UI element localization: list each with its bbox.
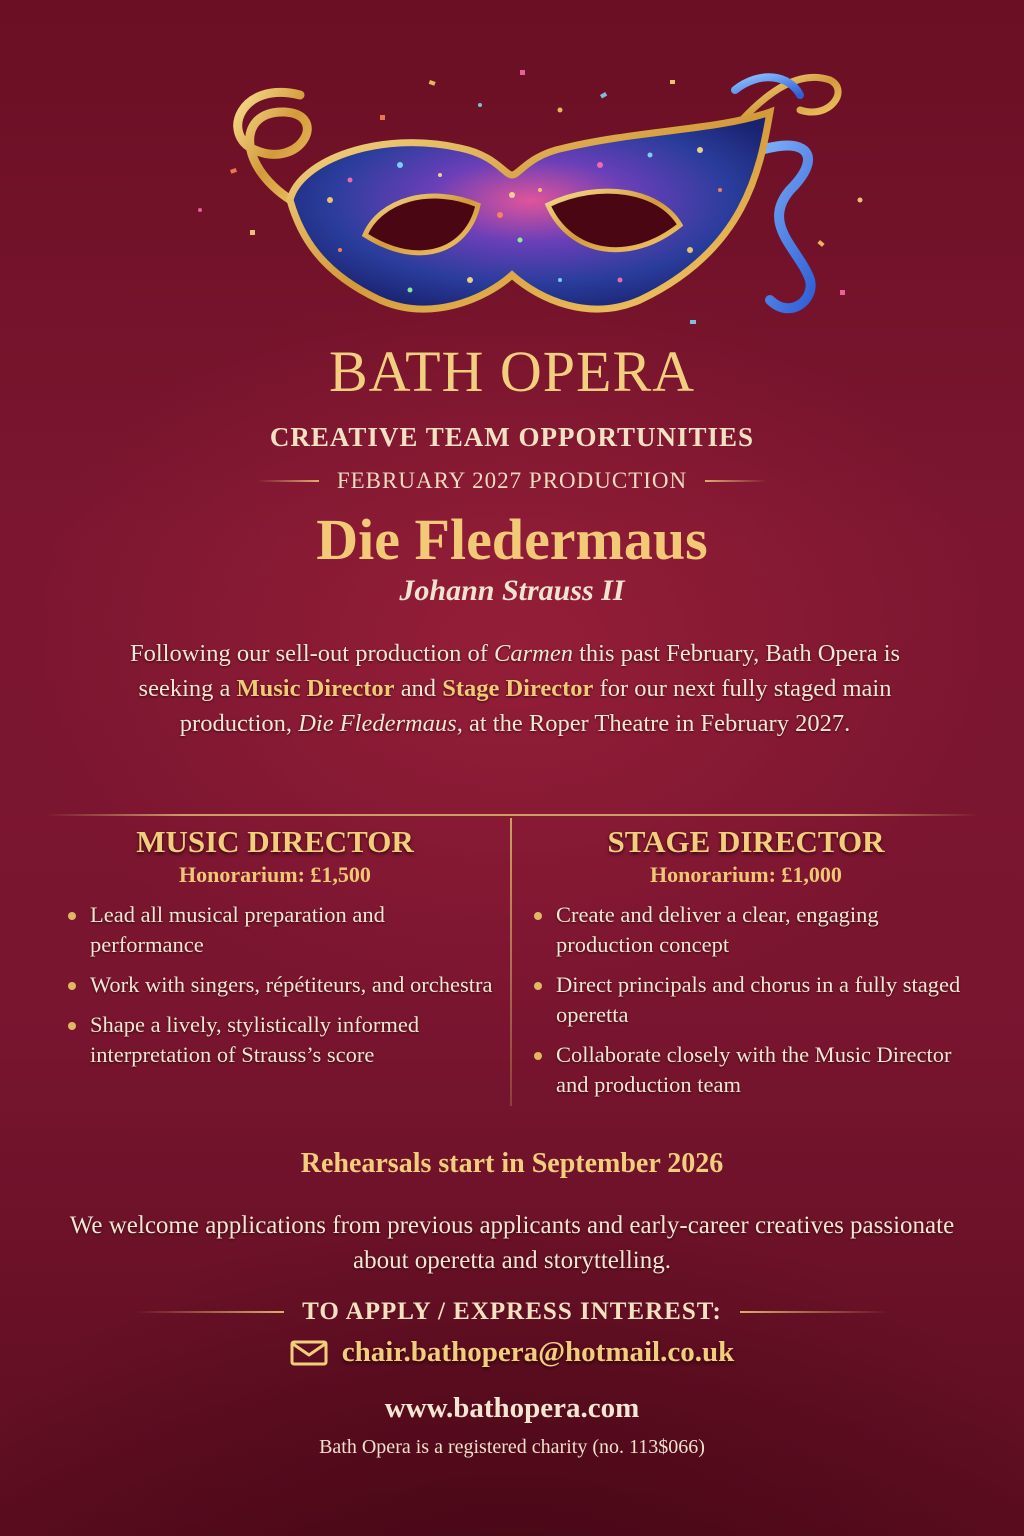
mask-icon <box>0 0 1024 360</box>
stage-director-fee: Honorarium: £1,000 <box>650 862 842 887</box>
stage-director-duties <box>526 900 966 1100</box>
intro-role-music: Music Director <box>236 675 395 702</box>
brand-title: BATH OPERA <box>328 339 696 404</box>
music-director-fee: Honorarium: £1,500 <box>179 862 371 887</box>
divider-left <box>257 480 319 482</box>
charity-note: Bath Opera is a registered charity (no. 113$066) <box>319 1436 705 1458</box>
email-contact[interactable] <box>0 1336 1024 1369</box>
divider-right <box>740 1311 890 1313</box>
apply-heading: TO APPLY / EXPRESS INTEREST: <box>302 1298 722 1325</box>
intro-text: , at the Roper Theatre in February 2027. <box>456 710 851 737</box>
production-label: FEBRUARY 2027 PRODUCTION <box>336 468 688 493</box>
section-divider <box>44 814 980 816</box>
bullet-icon <box>68 1022 76 1030</box>
intro-text: this past February, Bath Opera is seeking a <box>138 640 901 702</box>
divider-left <box>134 1311 284 1313</box>
intro-text: Following our sell-out production of <box>129 640 495 667</box>
intro-carmen: Carmen <box>494 640 573 667</box>
intro-text: for our next fully staged main production, <box>179 675 892 737</box>
music-director-section <box>60 824 500 1080</box>
opera-title: Die Fledermaus <box>316 507 708 572</box>
divider-right <box>705 480 767 482</box>
intro-text: and <box>394 675 443 702</box>
duty-text: Lead all musical preparation and performance <box>90 902 385 957</box>
list-item <box>60 970 500 1000</box>
list-item <box>526 1040 966 1100</box>
subtitle: CREATIVE TEAM OPPORTUNITIES <box>269 422 755 452</box>
email-link[interactable]: chair.bathopera@hotmail.co.uk <box>341 1336 735 1368</box>
bullet-icon <box>68 982 76 990</box>
intro-paragraph <box>100 636 930 741</box>
intro-role-stage: Stage Director <box>442 675 594 702</box>
bullet-icon <box>534 1052 542 1060</box>
music-director-title: MUSIC DIRECTOR <box>136 824 414 859</box>
rehearsals-note: Rehearsals start in September 2026 <box>300 1148 724 1179</box>
duty-text: Work with singers, répétiteurs, and orchestra <box>90 972 493 997</box>
column-divider <box>510 818 512 1106</box>
duty-text: Shape a lively, stylistically informed interpretation of Strauss’s score <box>90 1012 420 1067</box>
bullet-icon <box>534 982 542 990</box>
production-label-row <box>0 466 1024 496</box>
envelope-icon <box>290 1340 328 1366</box>
welcome-paragraph: We welcome applications from previous applicants and early-career creatives passionate about operetta and storyttelling. <box>69 1212 955 1274</box>
stage-director-section <box>526 824 966 1110</box>
masquerade-mask-illustration <box>0 0 1024 360</box>
website-link[interactable]: www.bathopera.com <box>384 1392 640 1424</box>
duty-text: Direct principals and chorus in a fully staged operetta <box>556 972 961 1027</box>
list-item <box>526 970 966 1030</box>
apply-heading-row <box>0 1294 1024 1330</box>
composer-name: Johann Strauss II <box>399 574 625 607</box>
bullet-icon <box>534 912 542 920</box>
list-item <box>60 1010 500 1070</box>
music-director-duties <box>60 900 500 1070</box>
stage-director-title: STAGE DIRECTOR <box>607 824 885 859</box>
list-item <box>526 900 966 960</box>
list-item <box>60 900 500 960</box>
bullet-icon <box>68 912 76 920</box>
duty-text: Create and deliver a clear, engaging production concept <box>556 902 879 957</box>
duty-text: Collaborate closely with the Music Director and production team <box>556 1042 952 1097</box>
intro-opera-title: Die Fledermaus <box>298 710 457 737</box>
